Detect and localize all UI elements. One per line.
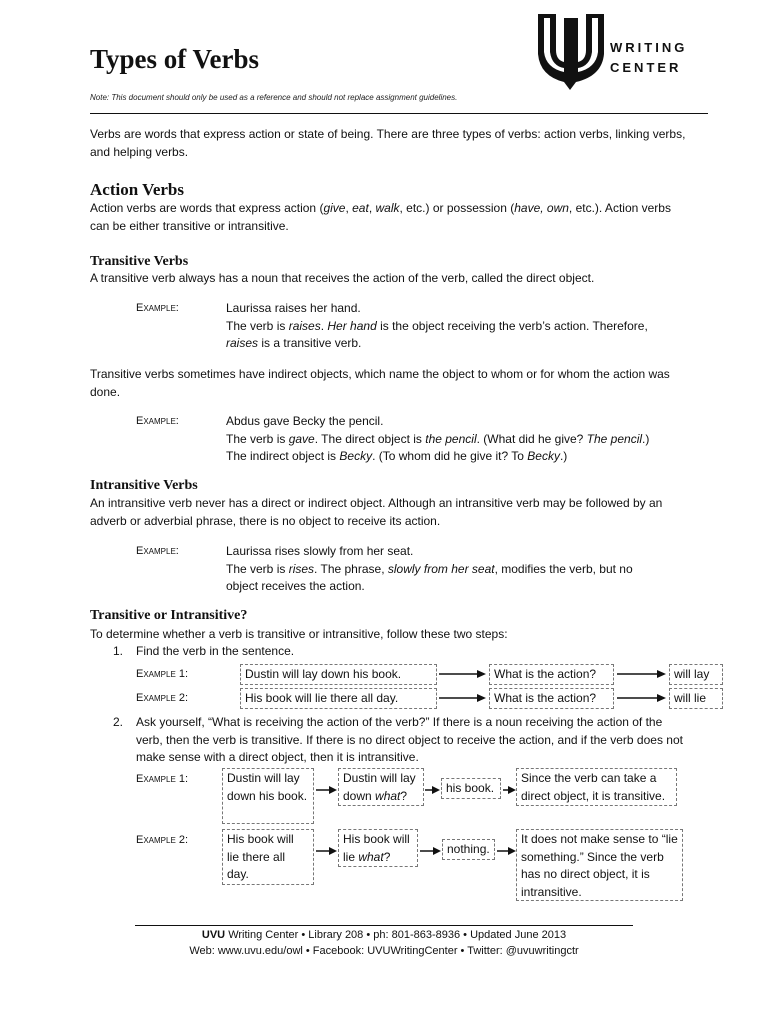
question-text: Dustin will lay down xyxy=(343,771,416,803)
question-text: His book will lie xyxy=(343,832,410,864)
question-box: What is the action? xyxy=(489,664,614,685)
logo-text-writing: WRITING xyxy=(610,40,688,55)
action-give: give xyxy=(323,201,346,215)
example-label: Example: xyxy=(136,302,179,314)
example-explanation-cont xyxy=(226,448,696,466)
arrow-right-icon xyxy=(617,693,667,703)
example-1-label: Example 1: xyxy=(136,773,189,785)
ex-text: .) xyxy=(559,449,568,463)
ex-object: the pencil xyxy=(425,431,477,446)
intro-text: Verbs are words that express action or state of being. There are three types of verbs: action verbs, linking verbs, and helping verbs. xyxy=(90,127,686,159)
action-verbs-heading: Action Verbs xyxy=(90,180,184,199)
which-intro: To determine whether a verb is transitive or intransitive, follow these two steps: xyxy=(90,627,508,641)
transitive-example-2 xyxy=(226,413,696,466)
ex-object: Becky xyxy=(339,449,373,463)
action-have-own: have, own xyxy=(514,201,569,215)
ex-verb: raises xyxy=(288,318,321,333)
action-text-1: Action verbs are words that express action ( xyxy=(90,201,324,215)
answer-box: will lay xyxy=(669,664,723,685)
page-title: Types of Verbs xyxy=(90,44,260,74)
intransitive-intro: An intransitive verb never has a direct or indirect object. Although an intransitive verb may be followed by an adverb or adverbial phrase, there is no object to receive its action. xyxy=(90,496,663,528)
step-2-number: 2. xyxy=(113,715,124,729)
question-mark: ? xyxy=(383,849,391,864)
ex-text: .) xyxy=(642,431,650,446)
action-verbs-paragraph xyxy=(90,200,690,235)
ex-text: , modifies the verb, but no xyxy=(494,561,633,576)
example-2-label: Example 2: xyxy=(136,834,189,846)
disclaimer-note: Note: This document should only be used as a reference and should not replace assignment guidelines. xyxy=(90,93,458,102)
ex-object: Her hand xyxy=(327,318,377,333)
ex-text: is the object receiving the verb’s action. Therefore, xyxy=(376,318,648,333)
intro-paragraph xyxy=(90,126,690,161)
example-sentence: Abdus gave Becky the pencil. xyxy=(226,414,384,428)
example-label: Example: xyxy=(136,545,179,557)
ex-text: . (What did he give? xyxy=(476,431,587,446)
ex-text: . The direct object is xyxy=(314,431,426,446)
indirect-objects-paragraph: Transitive verbs sometimes have indirect objects, which name the object to whom or for whom the action was done. xyxy=(90,367,670,399)
arrow-right-icon xyxy=(425,785,441,795)
arrow-right-icon xyxy=(420,846,442,856)
object-box: nothing. xyxy=(442,839,495,860)
step-1-text: Find the verb in the sentence. xyxy=(136,644,295,658)
action-text-2: , etc.) or possession ( xyxy=(399,201,515,215)
ex-text: The verb is xyxy=(226,318,289,333)
example-explanation xyxy=(226,561,666,579)
ex-text: The verb is xyxy=(226,561,289,576)
ex-object: The pencil xyxy=(586,431,643,446)
footer-line-1 xyxy=(135,929,633,941)
transitive-example-1 xyxy=(226,300,686,353)
example-explanation xyxy=(226,431,696,449)
intransitive-example xyxy=(226,543,666,596)
ex-text: is a transitive verb. xyxy=(258,336,362,350)
action-comma-1: , xyxy=(345,201,353,215)
example-sentence: Laurissa raises her hand. xyxy=(226,301,361,315)
ex-verb: raises xyxy=(226,336,259,350)
arrow-right-icon xyxy=(503,785,517,795)
example-explanation-cont: object receives the action. xyxy=(226,579,365,593)
arrow-right-icon xyxy=(617,669,667,679)
footer-divider xyxy=(135,925,633,926)
footer-uvu: UVU xyxy=(201,929,226,941)
example-explanation-cont xyxy=(226,335,686,353)
ex-phrase: slowly from her seat xyxy=(387,561,495,576)
arrow-right-icon xyxy=(439,693,487,703)
transitive-intro: A transitive verb always has a noun that receives the action of the verb, called the direct object. xyxy=(90,271,595,285)
arrow-right-icon xyxy=(316,785,338,795)
object-box: his book. xyxy=(441,778,501,799)
logo-text-center: CENTER xyxy=(610,60,682,75)
uvu-logo-icon xyxy=(534,10,606,92)
step-1-number: 1. xyxy=(113,644,124,658)
question-box: What is the action? xyxy=(489,688,614,709)
uvu-writing-center-logo xyxy=(534,10,706,92)
sentence-box: Dustin will lay down his book. xyxy=(240,664,437,685)
which-heading: Transitive or Intransitive? xyxy=(90,608,248,623)
question-what: what xyxy=(358,849,384,864)
step-2-text: Ask yourself, “What is receiving the action of the verb?” If there is a noun receiving the action of the verb, then the verb is transitive. If there is no direct object to receive the action, and if the verb does not make sense with a direct object, then it is intransitive. xyxy=(136,715,683,764)
footer-line-2: Web: www.uvu.edu/owl • Facebook: UVUWritingCenter • Twitter: @uvuwritingctr xyxy=(189,945,579,957)
ex-object: Becky xyxy=(527,449,560,463)
action-text-3: , etc.). Action verbs can be either transitive or intransitive. xyxy=(90,201,671,233)
action-eat: eat xyxy=(352,201,369,215)
ex-text: The verb is xyxy=(226,431,289,446)
example-label: Example: xyxy=(136,415,179,427)
question-box xyxy=(338,768,424,806)
question-what: what xyxy=(375,788,401,803)
ex-text: The indirect object is xyxy=(226,449,340,463)
example-explanation xyxy=(226,318,686,336)
footer-contact: Writing Center • Library 208 • ph: 801-863-8936 • Updated June 2013 xyxy=(225,929,567,941)
question-mark: ? xyxy=(400,788,408,803)
example-sentence: Laurissa rises slowly from her seat. xyxy=(226,544,414,558)
ex-text: . xyxy=(320,318,328,333)
ex-verb: rises xyxy=(288,561,315,576)
arrow-right-icon xyxy=(439,669,487,679)
sentence-box: Dustin will lay down his book. xyxy=(222,768,314,824)
example-1-label: Example 1: xyxy=(136,668,189,680)
ex-text: . (To whom did he give it? To xyxy=(372,449,528,463)
ex-verb: gave xyxy=(288,431,315,446)
question-box xyxy=(338,829,418,867)
action-comma-2: , xyxy=(368,201,376,215)
sentence-box: His book will lie there all day. xyxy=(240,688,437,709)
intransitive-verbs-heading: Intransitive Verbs xyxy=(90,478,198,493)
ex-text: . The phrase, xyxy=(314,561,388,576)
transitive-verbs-heading: Transitive Verbs xyxy=(90,254,189,269)
sentence-box: His book will lie there all day. xyxy=(222,829,314,885)
header-divider xyxy=(90,113,708,114)
answer-box: will lie xyxy=(669,688,723,709)
action-walk: walk xyxy=(375,201,400,215)
conclusion-box: It does not make sense to “lie something.” Since the verb has no direct object, it is intransitive. xyxy=(516,829,683,901)
example-2-label: Example 2: xyxy=(136,692,189,704)
arrow-right-icon xyxy=(497,846,517,856)
conclusion-box: Since the verb can take a direct object, it is transitive. xyxy=(516,768,677,806)
arrow-right-icon xyxy=(316,846,338,856)
